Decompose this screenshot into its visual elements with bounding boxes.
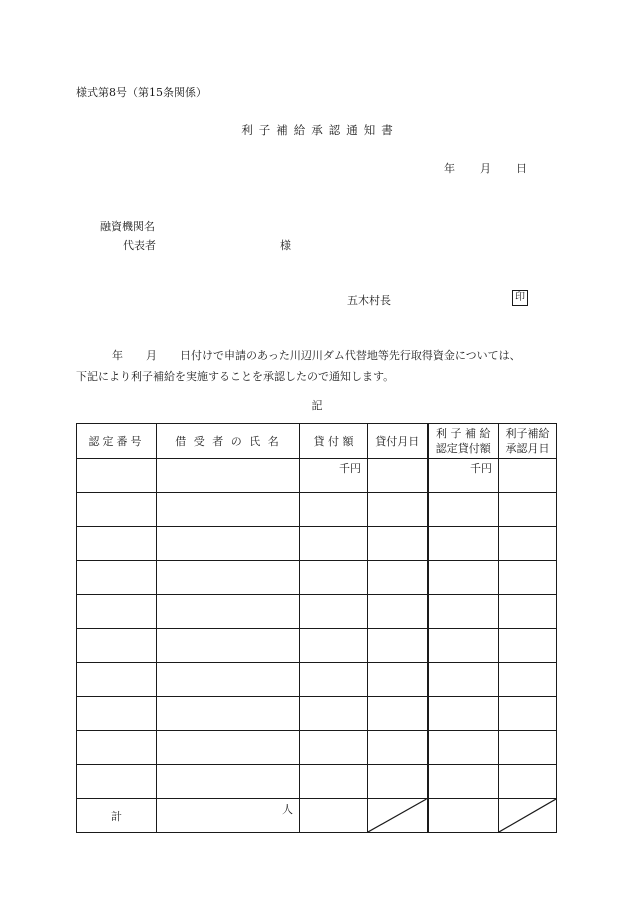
diagonal-strike <box>368 799 427 832</box>
date-year-label: 年 <box>444 162 455 175</box>
body-month-label: 月 <box>146 349 157 362</box>
cert-no-cell[interactable] <box>77 595 157 629</box>
date-day-label: 日 <box>516 162 527 175</box>
diagonal-strike <box>499 799 556 832</box>
loan-amount-cell[interactable] <box>300 629 368 663</box>
borrower-name-cell[interactable] <box>157 527 300 561</box>
cert-no-cell[interactable] <box>77 561 157 595</box>
date-month-label: 月 <box>480 162 491 175</box>
approval-date-cell[interactable] <box>499 459 557 493</box>
loan-date-cell[interactable] <box>368 527 428 561</box>
loan-amount-cell[interactable] <box>300 697 368 731</box>
loan-date-cell[interactable] <box>368 493 428 527</box>
total-loan-date-cell <box>368 799 428 833</box>
borrower-name-cell[interactable] <box>157 595 300 629</box>
loan-date-cell[interactable] <box>368 459 428 493</box>
table-row <box>77 663 557 697</box>
total-person-cell[interactable] <box>157 799 300 833</box>
ki-label: 記 <box>311 399 323 412</box>
borrower-name-cell[interactable] <box>157 663 300 697</box>
table-row <box>77 697 557 731</box>
institution-label: 融資機関名 <box>100 220 155 233</box>
loan-amount-cell[interactable] <box>300 493 368 527</box>
cert-no-cell[interactable] <box>77 731 157 765</box>
loan-date-cell[interactable] <box>368 697 428 731</box>
total-loan-amount-cell[interactable] <box>300 799 368 833</box>
table-row <box>77 765 557 799</box>
header-borrower-name: 借 受 者 の 氏 名 <box>157 424 300 459</box>
unit-label: 千円 <box>470 462 492 475</box>
total-label-cell <box>77 799 157 833</box>
table-row <box>77 493 557 527</box>
subsidy-amount-cell[interactable] <box>428 493 499 527</box>
subsidy-amount-cell[interactable] <box>428 663 499 697</box>
borrower-name-cell[interactable] <box>157 561 300 595</box>
subsidy-amount-cell[interactable] <box>428 595 499 629</box>
table-row <box>77 527 557 561</box>
loan-amount-cell[interactable] <box>300 731 368 765</box>
borrower-name-cell[interactable] <box>157 731 300 765</box>
loan-amount-cell[interactable] <box>300 527 368 561</box>
total-row <box>77 799 557 833</box>
person-unit-label: 人 <box>282 803 293 816</box>
approval-date-cell[interactable] <box>499 595 557 629</box>
total-approval-date-cell <box>499 799 557 833</box>
body-year-label: 年 <box>112 349 123 362</box>
approval-date-cell[interactable] <box>499 765 557 799</box>
cert-no-cell[interactable] <box>77 697 157 731</box>
honorific-label: 様 <box>280 239 291 252</box>
loan-amount-cell[interactable] <box>300 663 368 697</box>
borrower-name-cell[interactable] <box>157 765 300 799</box>
body-line-1-text: 日付けで申請のあった川辺川ダム代替地等先行取得資金については、 <box>180 349 521 362</box>
subsidy-amount-cell[interactable] <box>428 697 499 731</box>
loan-date-cell[interactable] <box>368 663 428 697</box>
header-subsidy-amount: 利 子 補 給 認定貸付額 <box>428 424 499 459</box>
total-label: 計 <box>111 809 122 823</box>
document-title: 利子補給承認通知書 <box>241 123 399 137</box>
header-loan-date: 貸付月日 <box>368 424 428 459</box>
borrower-name-cell[interactable] <box>157 459 300 493</box>
loan-date-cell[interactable] <box>368 561 428 595</box>
table-row <box>77 629 557 663</box>
subsidy-table <box>76 423 557 833</box>
table-row <box>77 595 557 629</box>
borrower-name-cell[interactable] <box>157 697 300 731</box>
approval-date-cell[interactable] <box>499 561 557 595</box>
subsidy-amount-cell[interactable] <box>428 527 499 561</box>
approval-date-cell[interactable] <box>499 493 557 527</box>
header-cert-no: 認定番号 <box>77 424 157 459</box>
header-approval-date: 利子補給 承認月日 <box>499 424 557 459</box>
loan-amount-cell[interactable] <box>300 765 368 799</box>
body-line-1 <box>76 347 521 363</box>
table-row <box>77 459 557 493</box>
borrower-name-cell[interactable] <box>157 493 300 527</box>
subsidy-amount-cell[interactable] <box>428 561 499 595</box>
issuer-name: 五木村長 <box>347 294 391 307</box>
representative-label: 代表者 <box>123 239 156 252</box>
seal-mark: 印 <box>512 290 528 306</box>
cert-no-cell[interactable] <box>77 527 157 561</box>
cert-no-cell[interactable] <box>77 765 157 799</box>
form-number: 様式第8号（第15条関係） <box>76 86 207 99</box>
unit-label: 千円 <box>339 462 361 475</box>
approval-date-cell[interactable] <box>499 663 557 697</box>
loan-amount-cell[interactable] <box>300 561 368 595</box>
body-line-2: 下記により利子補給を実施することを承認したので通知します。 <box>76 370 395 383</box>
total-subsidy-amount-cell[interactable] <box>428 799 499 833</box>
approval-date-cell[interactable] <box>499 697 557 731</box>
borrower-name-cell[interactable] <box>157 629 300 663</box>
cert-no-cell[interactable] <box>77 663 157 697</box>
approval-date-cell[interactable] <box>499 629 557 663</box>
subsidy-amount-cell[interactable] <box>428 459 499 493</box>
loan-date-cell[interactable] <box>368 595 428 629</box>
cert-no-cell[interactable] <box>77 459 157 493</box>
approval-date-cell[interactable] <box>499 527 557 561</box>
approval-date-cell[interactable] <box>499 731 557 765</box>
subsidy-amount-cell[interactable] <box>428 765 499 799</box>
loan-amount-cell[interactable] <box>300 459 368 493</box>
table-row <box>77 731 557 765</box>
cert-no-cell[interactable] <box>77 493 157 527</box>
cert-no-cell[interactable] <box>77 629 157 663</box>
header-loan-amount: 貸 付 額 <box>300 424 368 459</box>
loan-date-cell[interactable] <box>368 629 428 663</box>
table-header-row <box>77 424 557 459</box>
loan-amount-cell[interactable] <box>300 595 368 629</box>
loan-date-cell[interactable] <box>368 765 428 799</box>
table-row <box>77 561 557 595</box>
subsidy-amount-cell[interactable] <box>428 731 499 765</box>
subsidy-amount-cell[interactable] <box>428 629 499 663</box>
loan-date-cell[interactable] <box>368 731 428 765</box>
